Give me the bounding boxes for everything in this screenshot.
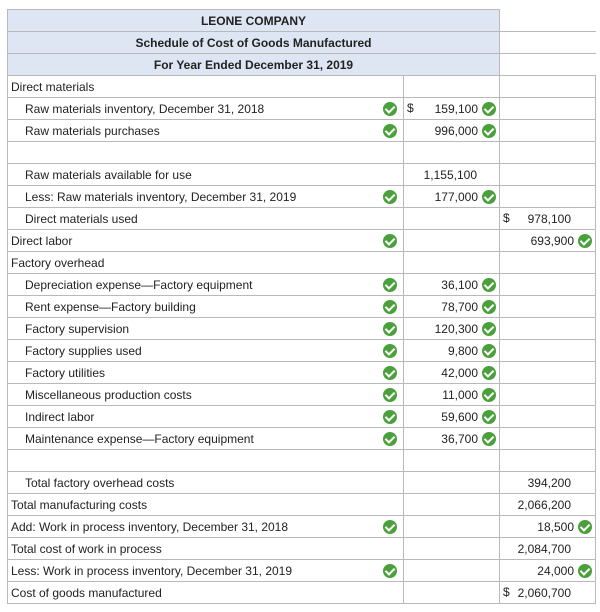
amount-input-column-1[interactable] [404,428,500,450]
row-check-cell [378,560,404,582]
amount-input-column-2[interactable] [500,472,596,494]
row-label: Factory supervision [8,318,378,340]
table-row [8,230,596,252]
row-label: Factory supplies used [8,340,378,362]
row-check-cell [378,362,404,384]
row-check-cell [378,274,404,296]
check-circle-icon [482,410,496,424]
row-check-cell [378,516,404,538]
check-circle-icon [383,278,397,292]
schedule-container [7,9,595,604]
amount-input-column-1[interactable] [404,142,500,164]
row-check-cell [378,428,404,450]
table-row [8,208,596,230]
table-row [8,494,596,516]
amount-input-column-2[interactable] [500,274,596,296]
amount-input-column-1[interactable] [404,582,500,604]
check-circle-icon [383,388,397,402]
check-circle-icon [482,278,496,292]
row-check-cell [378,582,404,604]
amount-input-column-1[interactable] [404,98,500,120]
amount-input-column-1[interactable] [404,120,500,142]
amount-value: 11,000 [442,387,478,402]
check-circle-icon [383,366,397,380]
row-label [8,142,378,164]
table-row [8,142,596,164]
check-circle-icon [578,234,592,248]
table-row [8,450,596,472]
check-circle-icon [383,234,397,248]
row-label: Total manufacturing costs [8,494,378,516]
amount-value: 42,000 [441,365,478,380]
amount-value: 394,200 [527,475,571,490]
row-check-cell [378,406,404,428]
row-check-cell [378,76,404,98]
table-row [8,296,596,318]
row-label: Cost of goods manufactured [8,582,378,604]
header-row-company [8,10,596,32]
amount-input-column-2[interactable] [500,98,596,120]
amount-value: 2,066,200 [517,497,571,512]
row-check-cell [378,296,404,318]
check-circle-icon [383,432,397,446]
row-check-cell [378,450,404,472]
table-row [8,76,596,98]
row-check-cell [378,142,404,164]
amount-input-column-1[interactable] [404,340,500,362]
table-row [8,252,596,274]
row-label: Raw materials available for use [8,164,378,186]
table-row [8,164,596,186]
table-row [8,406,596,428]
row-label: Direct materials [8,76,378,98]
amount-input-column-1[interactable] [404,274,500,296]
header-row-title [8,32,596,54]
check-circle-icon [383,564,397,578]
header-row-period [8,54,596,76]
row-label: Raw materials purchases [8,120,378,142]
amount-input-column-2[interactable] [500,450,596,472]
row-check-cell [378,120,404,142]
amount-input-column-2[interactable] [500,428,596,450]
check-circle-icon [383,322,397,336]
row-label: Depreciation expense—Factory equipment [8,274,378,296]
check-circle-icon [383,300,397,314]
row-check-cell [378,98,404,120]
amount-input-column-1[interactable] [404,406,500,428]
amount-input-column-2[interactable] [500,494,596,516]
row-label: Direct labor [8,230,378,252]
check-circle-icon [383,102,397,116]
row-check-cell [378,384,404,406]
amount-input-column-1[interactable] [404,230,500,252]
row-label: Add: Work in process inventory, December 31, 2018 [8,516,378,538]
check-circle-icon [383,124,397,138]
amount-value: 36,100 [441,277,478,292]
row-check-cell [378,252,404,274]
amount-input-column-1[interactable] [404,384,500,406]
amount-value: 978,100 [527,211,571,226]
table-row [8,428,596,450]
schedule-table [7,9,596,604]
amount-value: 177,000 [434,189,478,204]
row-label: Total cost of work in process [8,538,378,560]
row-label: Less: Raw materials inventory, December 31, 2019 [8,186,378,208]
dollar-sign: $ [407,101,414,115]
check-circle-icon [383,190,397,204]
check-circle-icon [482,366,496,380]
amount-input-column-1[interactable] [404,450,500,472]
row-label: Factory overhead [8,252,378,274]
amount-input-column-2[interactable] [500,560,596,582]
row-check-cell [378,230,404,252]
amount-value: 18,500 [537,519,574,534]
table-row [8,516,596,538]
dollar-sign: $ [503,585,510,599]
row-label: Maintenance expense—Factory equipment [8,428,378,450]
table-row [8,340,596,362]
check-circle-icon [482,344,496,358]
row-check-cell [378,538,404,560]
amount-value: 24,000 [537,563,574,578]
check-circle-icon [383,410,397,424]
check-circle-icon [482,124,496,138]
amount-input-column-2[interactable] [500,76,596,98]
check-circle-icon [482,102,496,116]
amount-value: 693,900 [530,233,574,248]
row-check-cell [378,208,404,230]
amount-value: 996,000 [434,123,478,138]
amount-input-column-2[interactable] [500,186,596,208]
table-row [8,472,596,494]
amount-input-column-2[interactable] [500,164,596,186]
amount-input-column-1[interactable] [404,494,500,516]
amount-input-column-2[interactable] [500,340,596,362]
amount-input-column-1[interactable] [404,538,500,560]
amount-input-column-2[interactable] [500,582,596,604]
row-check-cell [378,340,404,362]
amount-value: 78,700 [441,299,478,314]
amount-value: 1,155,100 [423,167,477,182]
amount-input-column-2[interactable] [500,252,596,274]
amount-input-column-2[interactable] [500,230,596,252]
amount-value: 120,300 [434,321,478,336]
check-circle-icon [578,520,592,534]
amount-input-column-2[interactable] [500,142,596,164]
row-label: Miscellaneous production costs [8,384,378,406]
row-label [8,450,378,472]
row-label: Indirect labor [8,406,378,428]
table-row [8,274,596,296]
amount-input-column-1[interactable] [404,560,500,582]
check-circle-icon [482,190,496,204]
row-label: Factory utilities [8,362,378,384]
schedule-title: Schedule of Cost of Goods Manufactured [8,32,500,54]
amount-input-column-2[interactable] [500,318,596,340]
row-label: Rent expense—Factory building [8,296,378,318]
row-check-cell [378,164,404,186]
amount-input-column-2[interactable] [500,362,596,384]
amount-input-column-2[interactable] [500,538,596,560]
amount-value: 2,084,700 [517,541,571,556]
row-check-cell [378,318,404,340]
amount-input-column-2[interactable] [500,384,596,406]
schedule-period: For Year Ended December 31, 2019 [8,54,500,76]
company-name: LEONE COMPANY [8,10,500,32]
check-circle-icon [482,300,496,314]
amount-value: 159,100 [434,101,478,116]
check-circle-icon [578,564,592,578]
table-row [8,186,596,208]
amount-value: 9,800 [447,343,478,358]
amount-input-column-2[interactable] [500,406,596,428]
amount-input-column-1[interactable] [404,318,500,340]
amount-value: 2,060,700 [517,585,571,600]
amount-input-column-1[interactable] [404,252,500,274]
row-label: Raw materials inventory, December 31, 2018 [8,98,378,120]
row-check-cell [378,186,404,208]
amount-input-column-2[interactable] [500,120,596,142]
table-row [8,384,596,406]
row-check-cell [378,494,404,516]
amount-input-column-1[interactable] [404,362,500,384]
amount-value: 59,600 [441,409,478,424]
table-row [8,582,596,604]
check-circle-icon [383,520,397,534]
table-row [8,538,596,560]
amount-input-column-1[interactable] [404,164,500,186]
dollar-sign: $ [503,211,510,225]
row-label: Less: Work in process inventory, December 31, 2019 [8,560,378,582]
check-circle-icon [482,432,496,446]
amount-input-column-1[interactable] [404,516,500,538]
row-label: Direct materials used [8,208,378,230]
amount-input-column-2[interactable] [500,296,596,318]
amount-input-column-2[interactable] [500,516,596,538]
amount-input-column-1[interactable] [404,296,500,318]
table-row [8,120,596,142]
table-row [8,318,596,340]
amount-value: 36,700 [441,431,478,446]
check-circle-icon [383,344,397,358]
amount-input-column-1[interactable] [404,208,500,230]
amount-input-column-1[interactable] [404,186,500,208]
row-check-cell [378,472,404,494]
amount-input-column-1[interactable] [404,472,500,494]
table-row [8,98,596,120]
table-row [8,362,596,384]
check-circle-icon [482,322,496,336]
table-row [8,560,596,582]
check-circle-icon [482,388,496,402]
amount-input-column-2[interactable] [500,208,596,230]
row-label: Total factory overhead costs [8,472,378,494]
amount-input-column-1[interactable] [404,76,500,98]
